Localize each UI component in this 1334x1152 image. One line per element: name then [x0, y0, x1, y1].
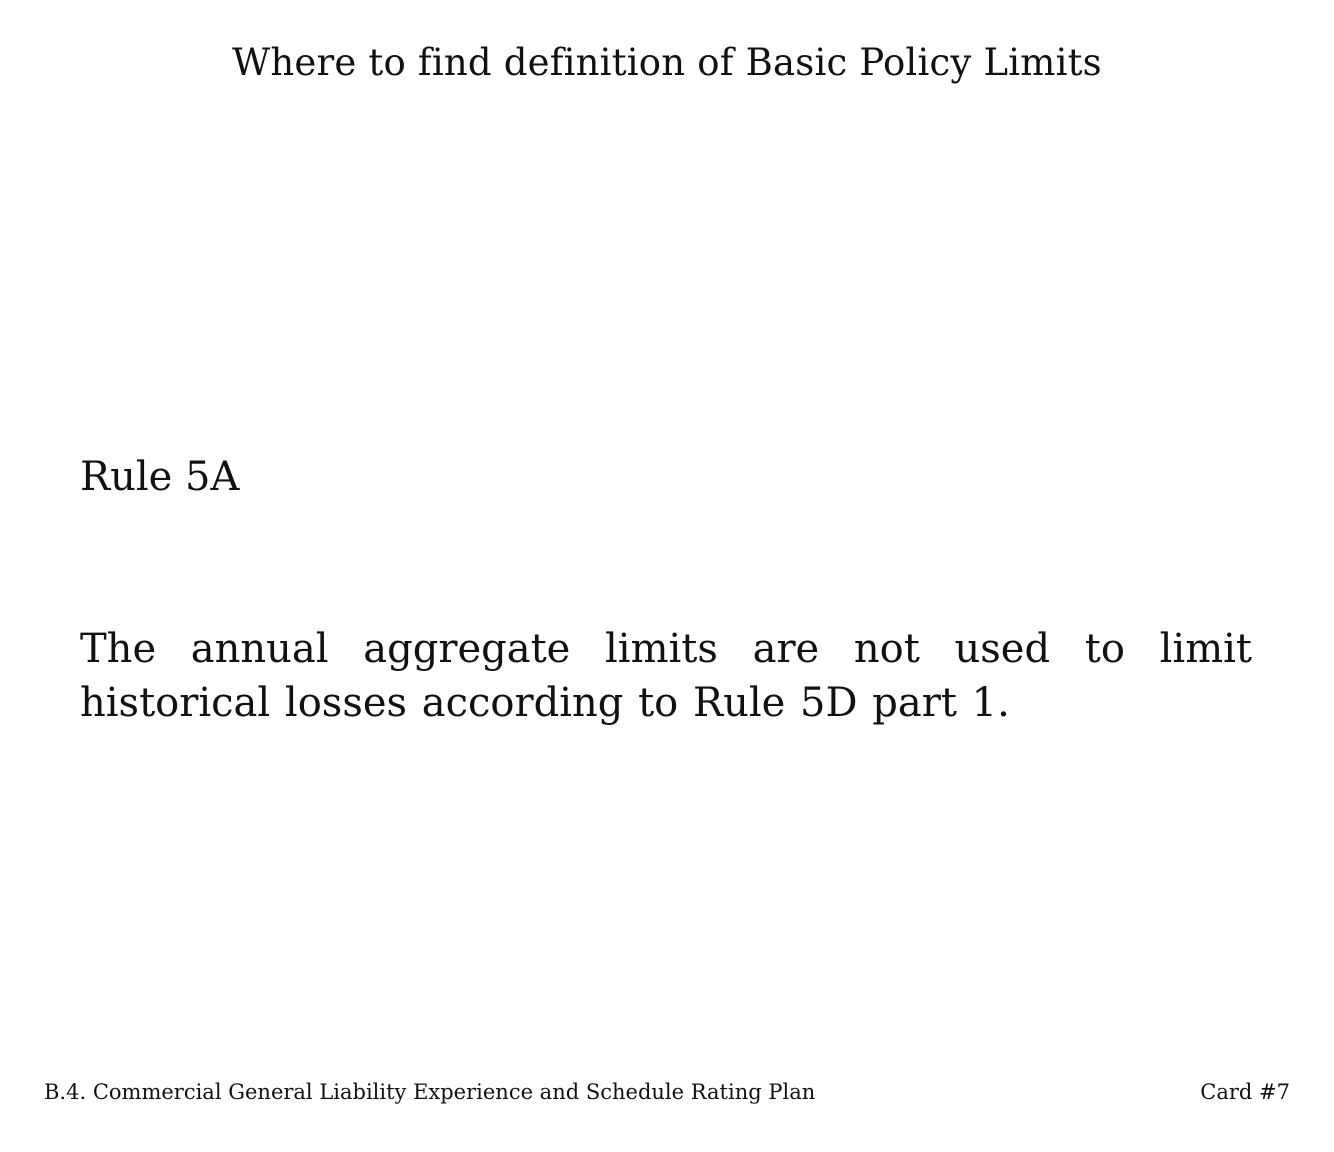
footer-section-title: B.4. Commercial General Liability Experience and Schedule Rating Plan [44, 1080, 816, 1104]
card-explanation: The annual aggregate limits are not used to limit historical losses according to Rule 5D part 1. [80, 626, 1252, 726]
rule-reference: Rule 5A [80, 454, 240, 500]
footer-card-number: Card #7 [1200, 1080, 1290, 1104]
card-title: Where to find definition of Basic Policy Limits [232, 41, 1102, 84]
